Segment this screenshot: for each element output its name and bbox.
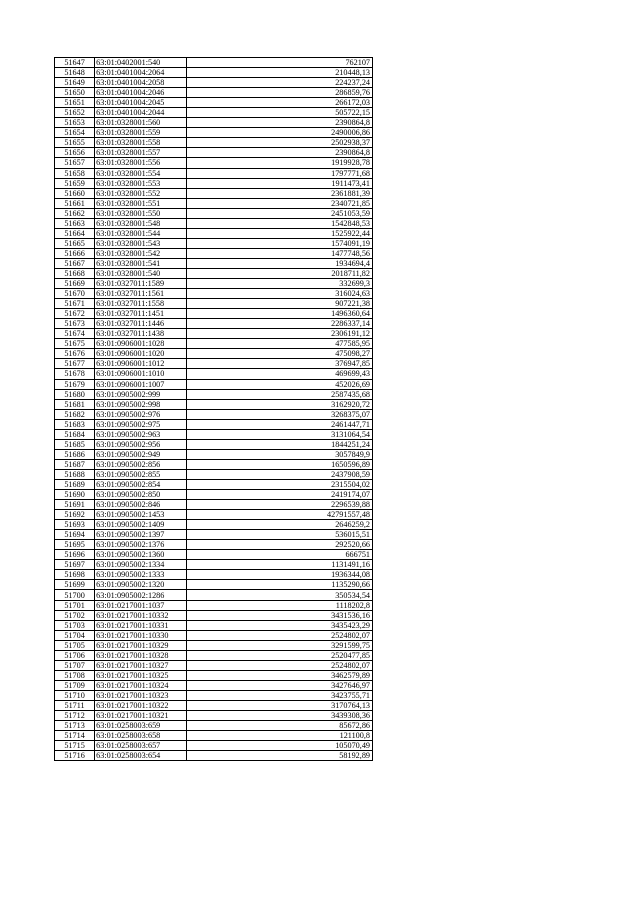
cadastral-number-cell: 63:01:0327011:1451 <box>95 309 187 319</box>
table-row <box>55 158 373 168</box>
cadastral-value-cell: 1118202,8 <box>187 600 373 610</box>
table-row <box>55 751 373 761</box>
cadastral-number-cell: 63:01:0905002:1286 <box>95 590 187 600</box>
cadastral-value-cell: 2646259,2 <box>187 520 373 530</box>
table-row <box>55 711 373 721</box>
row-number-cell: 51685 <box>55 439 95 449</box>
row-number-cell: 51668 <box>55 268 95 278</box>
cadastral-number-cell: 63:01:0905002:1333 <box>95 570 187 580</box>
row-number-cell: 51716 <box>55 751 95 761</box>
table-row <box>55 168 373 178</box>
table-row <box>55 570 373 580</box>
cadastral-number-cell: 63:01:0905002:976 <box>95 409 187 419</box>
table-row <box>55 429 373 439</box>
table-row <box>55 349 373 359</box>
cadastral-number-cell: 63:01:0905002:1360 <box>95 550 187 560</box>
cadastral-number-cell: 63:01:0217001:10332 <box>95 610 187 620</box>
cadastral-number-cell: 63:01:0905002:956 <box>95 439 187 449</box>
cadastral-value-cell: 210448,13 <box>187 68 373 78</box>
cadastral-value-cell: 469699,43 <box>187 369 373 379</box>
table-row <box>55 650 373 660</box>
table-row <box>55 258 373 268</box>
table-row <box>55 701 373 711</box>
cadastral-number-cell: 63:01:0905002:998 <box>95 399 187 409</box>
cadastral-number-cell: 63:01:0906001:1010 <box>95 369 187 379</box>
table-row <box>55 640 373 650</box>
cadastral-number-cell: 63:01:0217001:10324 <box>95 680 187 690</box>
table-row <box>55 439 373 449</box>
cadastral-value-cell: 3170764,13 <box>187 701 373 711</box>
row-number-cell: 51714 <box>55 731 95 741</box>
cadastral-value-cell: 3435423,29 <box>187 620 373 630</box>
table-row <box>55 369 373 379</box>
cadastral-number-cell: 63:01:0217001:10323 <box>95 690 187 700</box>
table-row <box>55 721 373 731</box>
cadastral-value-cell: 666751 <box>187 550 373 560</box>
row-number-cell: 51702 <box>55 610 95 620</box>
table-row <box>55 731 373 741</box>
cadastral-value-cell: 2502938,37 <box>187 138 373 148</box>
cadastral-number-cell: 63:01:0328001:540 <box>95 268 187 278</box>
cadastral-number-cell: 63:01:0905002:1453 <box>95 510 187 520</box>
table-row <box>55 459 373 469</box>
table-row <box>55 409 373 419</box>
row-number-cell: 51661 <box>55 198 95 208</box>
cadastral-number-cell: 63:01:0905002:975 <box>95 419 187 429</box>
cadastral-number-cell: 63:01:0328001:550 <box>95 208 187 218</box>
table-row <box>55 600 373 610</box>
cadastral-number-cell: 63:01:0328001:544 <box>95 228 187 238</box>
cadastral-value-cell: 505722,15 <box>187 108 373 118</box>
row-number-cell: 51704 <box>55 630 95 640</box>
row-number-cell: 51648 <box>55 68 95 78</box>
cadastral-number-cell: 63:01:0906001:1007 <box>95 379 187 389</box>
table-row <box>55 218 373 228</box>
cadastral-value-cell: 3439308,36 <box>187 711 373 721</box>
cadastral-number-cell: 63:01:0217001:10328 <box>95 650 187 660</box>
table-row <box>55 98 373 108</box>
cadastral-value-cell: 85672,86 <box>187 721 373 731</box>
cadastral-value-cell: 2524802,07 <box>187 660 373 670</box>
row-number-cell: 51684 <box>55 429 95 439</box>
row-number-cell: 51674 <box>55 329 95 339</box>
row-number-cell: 51666 <box>55 248 95 258</box>
table-row <box>55 128 373 138</box>
table-row <box>55 540 373 550</box>
row-number-cell: 51709 <box>55 680 95 690</box>
cadastral-number-cell: 63:01:0905002:856 <box>95 459 187 469</box>
row-number-cell: 51660 <box>55 188 95 198</box>
table-row <box>55 78 373 88</box>
row-number-cell: 51667 <box>55 258 95 268</box>
row-number-cell: 51658 <box>55 168 95 178</box>
row-number-cell: 51679 <box>55 379 95 389</box>
cadastral-number-cell: 63:01:0258003:654 <box>95 751 187 761</box>
cadastral-value-cell: 286859,76 <box>187 88 373 98</box>
cadastral-value-cell: 762107 <box>187 58 373 68</box>
table-row <box>55 399 373 409</box>
cadastral-value-cell: 316024,63 <box>187 289 373 299</box>
cadastral-value-cell: 3431536,16 <box>187 610 373 620</box>
table-row <box>55 690 373 700</box>
row-number-cell: 51673 <box>55 319 95 329</box>
cadastral-number-cell: 63:01:0328001:553 <box>95 178 187 188</box>
cadastral-value-cell: 1936344,08 <box>187 570 373 580</box>
table-row <box>55 279 373 289</box>
row-number-cell: 51694 <box>55 530 95 540</box>
row-number-cell: 51700 <box>55 590 95 600</box>
cadastral-value-cell: 2461447,71 <box>187 419 373 429</box>
table-row <box>55 630 373 640</box>
cadastral-value-cell: 2390864,8 <box>187 118 373 128</box>
row-number-cell: 51706 <box>55 650 95 660</box>
cadastral-number-cell: 63:01:0258003:657 <box>95 741 187 751</box>
cadastral-value-cell: 58192,89 <box>187 751 373 761</box>
cadastral-number-cell: 63:01:0327011:1446 <box>95 319 187 329</box>
cadastral-number-cell: 63:01:0905002:999 <box>95 389 187 399</box>
table-row <box>55 389 373 399</box>
cadastral-value-cell: 3427646,97 <box>187 680 373 690</box>
cadastral-number-cell: 63:01:0905002:854 <box>95 479 187 489</box>
table-row <box>55 359 373 369</box>
cadastral-value-cell: 3268375,07 <box>187 409 373 419</box>
cadastral-number-cell: 63:01:0217001:10331 <box>95 620 187 630</box>
cadastral-number-cell: 63:01:0328001:554 <box>95 168 187 178</box>
cadastral-value-cell: 1650596,89 <box>187 459 373 469</box>
cadastral-value-cell: 2437908,59 <box>187 469 373 479</box>
row-number-cell: 51651 <box>55 98 95 108</box>
row-number-cell: 51713 <box>55 721 95 731</box>
table-row <box>55 309 373 319</box>
cadastral-number-cell: 63:01:0328001:560 <box>95 118 187 128</box>
cadastral-value-table <box>54 57 373 761</box>
cadastral-value-cell: 2419174,07 <box>187 490 373 500</box>
row-number-cell: 51688 <box>55 469 95 479</box>
table-row <box>55 148 373 158</box>
cadastral-number-cell: 63:01:0328001:542 <box>95 248 187 258</box>
cadastral-value-cell: 1525922,44 <box>187 228 373 238</box>
cadastral-value-cell: 1131491,16 <box>187 560 373 570</box>
row-number-cell: 51687 <box>55 459 95 469</box>
cadastral-number-cell: 63:01:0327011:1438 <box>95 329 187 339</box>
cadastral-value-cell: 2587435,68 <box>187 389 373 399</box>
row-number-cell: 51681 <box>55 399 95 409</box>
cadastral-value-cell: 3162920,72 <box>187 399 373 409</box>
row-number-cell: 51699 <box>55 580 95 590</box>
table-row <box>55 379 373 389</box>
cadastral-number-cell: 63:01:0328001:551 <box>95 198 187 208</box>
cadastral-number-cell: 63:01:0402001:540 <box>95 58 187 68</box>
cadastral-number-cell: 63:01:0905002:1320 <box>95 580 187 590</box>
table-row <box>55 680 373 690</box>
cadastral-value-cell: 332699,3 <box>187 279 373 289</box>
cadastral-number-cell: 63:01:0905002:1409 <box>95 520 187 530</box>
table-row <box>55 68 373 78</box>
row-number-cell: 51678 <box>55 369 95 379</box>
cadastral-value-cell: 2018711,82 <box>187 268 373 278</box>
cadastral-value-cell: 121100,8 <box>187 731 373 741</box>
cadastral-value-cell: 2490006,86 <box>187 128 373 138</box>
cadastral-number-cell: 63:01:0217001:10325 <box>95 670 187 680</box>
cadastral-value-cell: 1934694,4 <box>187 258 373 268</box>
row-number-cell: 51656 <box>55 148 95 158</box>
row-number-cell: 51650 <box>55 88 95 98</box>
row-number-cell: 51647 <box>55 58 95 68</box>
cadastral-value-cell: 3423755,71 <box>187 690 373 700</box>
cadastral-value-cell: 2451053,59 <box>187 208 373 218</box>
cadastral-value-cell: 536015,51 <box>187 530 373 540</box>
row-number-cell: 51663 <box>55 218 95 228</box>
cadastral-value-cell: 1919928,78 <box>187 158 373 168</box>
cadastral-number-cell: 63:01:0905002:1376 <box>95 540 187 550</box>
row-number-cell: 51703 <box>55 620 95 630</box>
cadastral-value-cell: 292520,66 <box>187 540 373 550</box>
table-row <box>55 248 373 258</box>
row-number-cell: 51696 <box>55 550 95 560</box>
row-number-cell: 51654 <box>55 128 95 138</box>
cadastral-number-cell: 63:01:0217001:10327 <box>95 660 187 670</box>
cadastral-number-cell: 63:01:0401004:2058 <box>95 78 187 88</box>
table-row <box>55 138 373 148</box>
cadastral-number-cell: 63:01:0328001:556 <box>95 158 187 168</box>
row-number-cell: 51680 <box>55 389 95 399</box>
table-row <box>55 419 373 429</box>
cadastral-value-cell: 475098,27 <box>187 349 373 359</box>
row-number-cell: 51657 <box>55 158 95 168</box>
table-row <box>55 188 373 198</box>
table-row <box>55 620 373 630</box>
cadastral-value-cell: 1797771,68 <box>187 168 373 178</box>
cadastral-value-cell: 2315504,02 <box>187 479 373 489</box>
cadastral-number-cell: 63:01:0905002:846 <box>95 500 187 510</box>
row-number-cell: 51675 <box>55 339 95 349</box>
cadastral-value-cell: 2524802,07 <box>187 630 373 640</box>
cadastral-value-cell: 3131064,54 <box>187 429 373 439</box>
row-number-cell: 51677 <box>55 359 95 369</box>
cadastral-value-cell: 1911473,41 <box>187 178 373 188</box>
cadastral-number-cell: 63:01:0328001:559 <box>95 128 187 138</box>
table-row <box>55 550 373 560</box>
row-number-cell: 51690 <box>55 490 95 500</box>
row-number-cell: 51676 <box>55 349 95 359</box>
cadastral-number-cell: 63:01:0906001:1012 <box>95 359 187 369</box>
cadastral-number-cell: 63:01:0401004:2044 <box>95 108 187 118</box>
cadastral-value-cell: 1477748,56 <box>187 248 373 258</box>
row-number-cell: 51689 <box>55 479 95 489</box>
table-row <box>55 339 373 349</box>
cadastral-value-cell: 2361881,39 <box>187 188 373 198</box>
row-number-cell: 51697 <box>55 560 95 570</box>
row-number-cell: 51669 <box>55 279 95 289</box>
table-row <box>55 500 373 510</box>
cadastral-number-cell: 63:01:0905002:855 <box>95 469 187 479</box>
cadastral-number-cell: 63:01:0401004:2064 <box>95 68 187 78</box>
cadastral-number-cell: 63:01:0258003:659 <box>95 721 187 731</box>
cadastral-value-cell: 1574091,19 <box>187 238 373 248</box>
table-row <box>55 610 373 620</box>
table-row <box>55 510 373 520</box>
table-body <box>55 58 373 761</box>
table-row <box>55 299 373 309</box>
table-row <box>55 228 373 238</box>
cadastral-value-cell: 42791557,48 <box>187 510 373 520</box>
table-row <box>55 198 373 208</box>
table-row <box>55 530 373 540</box>
row-number-cell: 51708 <box>55 670 95 680</box>
table-row <box>55 449 373 459</box>
table-row <box>55 520 373 530</box>
cadastral-value-cell: 266172,03 <box>187 98 373 108</box>
cadastral-number-cell: 63:01:0906001:1028 <box>95 339 187 349</box>
cadastral-number-cell: 63:01:0327011:1561 <box>95 289 187 299</box>
cadastral-value-cell: 224237,24 <box>187 78 373 88</box>
cadastral-value-cell: 3462579,89 <box>187 670 373 680</box>
cadastral-value-cell: 2520477,85 <box>187 650 373 660</box>
row-number-cell: 51671 <box>55 299 95 309</box>
table-row <box>55 469 373 479</box>
table-row <box>55 741 373 751</box>
table-row <box>55 238 373 248</box>
table-row <box>55 108 373 118</box>
cadastral-value-cell: 1496360,64 <box>187 309 373 319</box>
table-row <box>55 590 373 600</box>
cadastral-number-cell: 63:01:0905002:1334 <box>95 560 187 570</box>
row-number-cell: 51692 <box>55 510 95 520</box>
cadastral-value-cell: 2340721,85 <box>187 198 373 208</box>
row-number-cell: 51683 <box>55 419 95 429</box>
cadastral-value-cell: 2306191,12 <box>187 329 373 339</box>
table-row <box>55 660 373 670</box>
table-row <box>55 670 373 680</box>
table-row <box>55 178 373 188</box>
cadastral-value-cell: 376947,85 <box>187 359 373 369</box>
cadastral-value-cell: 2286337,14 <box>187 319 373 329</box>
table-row <box>55 58 373 68</box>
cadastral-number-cell: 63:01:0328001:548 <box>95 218 187 228</box>
table-row <box>55 490 373 500</box>
cadastral-number-cell: 63:01:0328001:543 <box>95 238 187 248</box>
cadastral-value-cell: 2296539,88 <box>187 500 373 510</box>
cadastral-number-cell: 63:01:0401004:2045 <box>95 98 187 108</box>
cadastral-number-cell: 63:01:0905002:850 <box>95 490 187 500</box>
cadastral-number-cell: 63:01:0905002:1397 <box>95 530 187 540</box>
row-number-cell: 51655 <box>55 138 95 148</box>
row-number-cell: 51672 <box>55 309 95 319</box>
row-number-cell: 51686 <box>55 449 95 459</box>
row-number-cell: 51711 <box>55 701 95 711</box>
cadastral-value-cell: 907221,38 <box>187 299 373 309</box>
row-number-cell: 51695 <box>55 540 95 550</box>
cadastral-value-cell: 477585,95 <box>187 339 373 349</box>
row-number-cell: 51715 <box>55 741 95 751</box>
cadastral-number-cell: 63:01:0327011:1558 <box>95 299 187 309</box>
cadastral-value-cell: 3057849,9 <box>187 449 373 459</box>
cadastral-value-cell: 1135290,66 <box>187 580 373 590</box>
cadastral-number-cell: 63:01:0401004:2046 <box>95 88 187 98</box>
cadastral-number-cell: 63:01:0906001:1020 <box>95 349 187 359</box>
table-row <box>55 479 373 489</box>
row-number-cell: 51652 <box>55 108 95 118</box>
row-number-cell: 51698 <box>55 570 95 580</box>
cadastral-number-cell: 63:01:0328001:541 <box>95 258 187 268</box>
table-row <box>55 319 373 329</box>
row-number-cell: 51659 <box>55 178 95 188</box>
row-number-cell: 51701 <box>55 600 95 610</box>
cadastral-number-cell: 63:01:0217001:1037 <box>95 600 187 610</box>
row-number-cell: 51670 <box>55 289 95 299</box>
cadastral-number-cell: 63:01:0217001:10321 <box>95 711 187 721</box>
table-row <box>55 560 373 570</box>
table-row <box>55 289 373 299</box>
table-row <box>55 118 373 128</box>
table-row <box>55 268 373 278</box>
table-row <box>55 329 373 339</box>
cadastral-number-cell: 63:01:0328001:558 <box>95 138 187 148</box>
cadastral-value-cell: 1844251,24 <box>187 439 373 449</box>
row-number-cell: 51705 <box>55 640 95 650</box>
cadastral-value-cell: 3291599,75 <box>187 640 373 650</box>
cadastral-number-cell: 63:01:0328001:557 <box>95 148 187 158</box>
table-row <box>55 208 373 218</box>
row-number-cell: 51712 <box>55 711 95 721</box>
cadastral-number-cell: 63:01:0905002:949 <box>95 449 187 459</box>
cadastral-number-cell: 63:01:0217001:10329 <box>95 640 187 650</box>
row-number-cell: 51691 <box>55 500 95 510</box>
row-number-cell: 51710 <box>55 690 95 700</box>
cadastral-number-cell: 63:01:0217001:10330 <box>95 630 187 640</box>
cadastral-number-cell: 63:01:0328001:552 <box>95 188 187 198</box>
row-number-cell: 51682 <box>55 409 95 419</box>
cadastral-value-cell: 1542848,53 <box>187 218 373 228</box>
cadastral-number-cell: 63:01:0258003:658 <box>95 731 187 741</box>
row-number-cell: 51653 <box>55 118 95 128</box>
table-row <box>55 580 373 590</box>
cadastral-number-cell: 63:01:0217001:10322 <box>95 701 187 711</box>
cadastral-value-cell: 2390864,8 <box>187 148 373 158</box>
row-number-cell: 51693 <box>55 520 95 530</box>
row-number-cell: 51664 <box>55 228 95 238</box>
row-number-cell: 51649 <box>55 78 95 88</box>
cadastral-number-cell: 63:01:0327011:1589 <box>95 279 187 289</box>
table-row <box>55 88 373 98</box>
cadastral-number-cell: 63:01:0905002:963 <box>95 429 187 439</box>
row-number-cell: 51707 <box>55 660 95 670</box>
row-number-cell: 51665 <box>55 238 95 248</box>
cadastral-value-cell: 452026,69 <box>187 379 373 389</box>
cadastral-value-cell: 350534,54 <box>187 590 373 600</box>
cadastral-value-cell: 105070,49 <box>187 741 373 751</box>
row-number-cell: 51662 <box>55 208 95 218</box>
